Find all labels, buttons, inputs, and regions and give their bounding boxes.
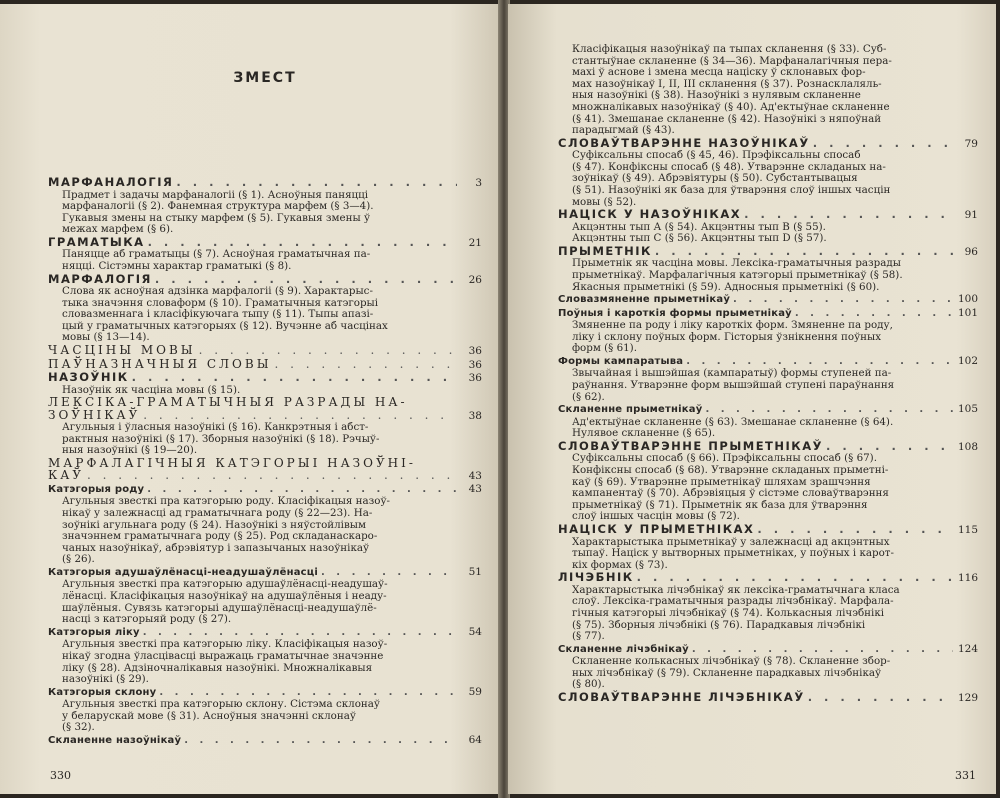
leader-dots — [795, 308, 953, 321]
right-page — [508, 4, 996, 794]
toc-entry — [48, 483, 482, 566]
toc-page-number: 96 — [964, 245, 978, 258]
toc-description-line: назоўнікі (§ 29). — [62, 674, 149, 686]
toc-description-line: (§ 32). — [62, 722, 95, 734]
toc-entry — [558, 245, 978, 293]
toc-description-line: гічныя катэгорыі лічэбнікаў (§ 74). Колькасныя лічэбнікі — [572, 607, 885, 619]
leader-dots — [637, 571, 953, 584]
page-title: ЗМЕСТ — [233, 70, 297, 86]
toc-page-number: 54 — [468, 625, 482, 638]
toc-description-line: Агульныя звесткі пра катэгорыю адушаўлёнасці-неадушаў- — [62, 579, 388, 591]
toc-description-line: Назоўнік як часціна мовы (§ 15). — [62, 384, 241, 396]
toc-description-line: лёнасці. Класіфікацыя назоўнікаў на адушаўлёныя і неаду- — [62, 591, 387, 603]
toc-description-line: слоў іншых часцін мовы (§ 72). — [572, 511, 740, 523]
toc-entry — [48, 371, 482, 396]
toc-description-line: (§ 47). Конфіксны спосаб (§ 48). Утварэнне складаных на- — [572, 161, 886, 173]
toc-description — [558, 656, 978, 691]
toc-heading — [48, 236, 482, 250]
page-number-right: 331 — [955, 769, 976, 782]
toc-description-line: парадыгмай (§ 43). — [572, 125, 675, 137]
toc-heading-title: НАЦІСК У НАЗОЎНІКАХ — [558, 207, 742, 222]
leader-dots — [757, 523, 953, 536]
toc-page-number: 26 — [468, 273, 482, 286]
toc-entry — [558, 643, 978, 691]
leader-dots — [655, 245, 953, 258]
toc-entry — [558, 355, 978, 403]
leader-dots — [733, 294, 953, 307]
toc-entry — [558, 691, 978, 705]
toc-description-line: насці з катэгорыяй роду (§ 27). — [62, 614, 232, 626]
leader-dots — [813, 137, 953, 150]
toc-entry — [48, 686, 482, 734]
toc-description-line: значэннем граматычнага роду (§ 25). Род складанаскаро- — [62, 531, 378, 543]
toc-heading-title: НАЦІСК У ПРЫМЕТНІКАХ — [558, 522, 755, 536]
toc-entry — [48, 469, 482, 483]
toc-description-line: цый у граматычных катэгорыях (§ 12). Вучэнне аб часцінах — [62, 320, 388, 332]
leader-dots — [87, 469, 457, 482]
toc-heading-title: МАРФАЛАГІЧНЫЯ КАТЭГОРЫІ НАЗОЎНІ- — [48, 455, 416, 470]
toc-entry — [558, 571, 978, 642]
toc-description-line: мовы (§ 52). — [572, 196, 637, 208]
toc-description-line: ных лічэбнікаў (§ 79). Скланенне парадкавых лічэбнікаў — [572, 667, 882, 679]
toc-page-number: 21 — [468, 236, 482, 249]
toc-description-line: Агульныя звесткі пра катэгорыю ліку. Класіфікацыя назоў- — [62, 639, 388, 651]
toc-page-number: 43 — [468, 470, 482, 483]
toc-description-line: няцці. Сістэмны характар граматыкі (§ 8). — [62, 260, 292, 272]
toc-description — [558, 453, 978, 523]
toc-description-line: множналікавых назоўнікаў (§ 40). Ад'ектыўнае скланенне — [572, 101, 890, 113]
toc-page-number: 64 — [468, 734, 482, 746]
toc-description — [48, 639, 482, 685]
toc-description-line: (§ 75). Зборныя лічэбнікі (§ 76). Парадкавыя лічэбнікі — [572, 619, 866, 631]
toc-description-line: Характарыстыка прыметнікаў у залежнасці ад акцэнтных — [572, 536, 890, 548]
toc-description — [558, 222, 978, 245]
toc-page-number: 100 — [957, 293, 978, 306]
toc-heading-title: ПАЎНАЗНАЧНЫЯ СЛОВЫ — [48, 356, 272, 371]
toc-description-line: Прадмет і задачы марфаналогіі (§ 1). Асноўныя паняцці — [62, 189, 369, 201]
toc-page-number: 108 — [957, 440, 978, 453]
toc-heading-title: ЛІЧЭБНІК — [558, 570, 634, 585]
toc-description-line: межах марфем (§ 6). — [62, 224, 174, 236]
toc-heading-title: Поўныя і кароткія формы прыметнікаў — [558, 307, 792, 319]
toc-heading — [48, 176, 482, 190]
toc-description-line: форм (§ 61). — [572, 343, 637, 355]
toc-entry — [558, 307, 978, 355]
toc-description-line: кампанентаў (§ 70). Абрэвіяцыя ў сістэме словаўтварэння — [572, 488, 889, 500]
leader-dots — [199, 344, 457, 357]
toc-heading-title: ПРЫМЕТНІК — [558, 243, 652, 258]
leader-dots — [808, 691, 953, 704]
toc-heading — [48, 686, 482, 700]
toc-description-line: Ад'ектыўнае скланенне (§ 63). Змешанае скланенне (§ 64). — [572, 416, 894, 428]
toc-description-line: словазменнага і класіфікуючага тыпу (§ 11). Тыпы апазі- — [62, 309, 374, 321]
toc-page-number: 36 — [468, 358, 482, 371]
toc-heading — [48, 566, 482, 580]
toc-description — [558, 585, 978, 643]
toc-heading — [48, 371, 482, 385]
toc-description — [48, 579, 482, 625]
leader-dots — [686, 356, 953, 369]
toc-description-line: Скланенне колькасных лічэбнікаў (§ 78). Скланенне збор- — [572, 656, 891, 668]
toc-description — [558, 368, 978, 403]
toc-heading — [558, 208, 978, 222]
toc-description — [48, 249, 482, 272]
toc-description-line: нікаў згодна ўласцівасці выражаць граматычнае значэнне — [62, 650, 384, 662]
toc-page-number: 105 — [957, 403, 978, 416]
toc-list-right — [558, 137, 978, 705]
toc-page-number: 102 — [957, 354, 978, 367]
toc-description-line: Агульныя і ўласныя назоўнікі (§ 16). Канкрэтныя і абст- — [62, 422, 369, 434]
toc-entry — [558, 440, 978, 523]
toc-description — [48, 286, 482, 344]
toc-description-line: (§ 62). — [572, 391, 605, 403]
toc-heading — [48, 483, 482, 497]
toc-heading-title: Скланенне прыметнікаў — [558, 404, 703, 416]
toc-entry — [48, 396, 482, 409]
leader-dots — [184, 735, 457, 748]
toc-entry — [48, 273, 482, 344]
toc-description-line: ліку (§ 28). Адзіночналікавыя назоўнікі. Множналікавыя — [62, 662, 373, 674]
left-page — [0, 4, 500, 794]
toc-description-line: махі ў аснове і змена месца націску ў склонавых фор- — [572, 67, 866, 79]
toc-description-line: Звычайная і вышэйшая (кампаратыў) формы ступеней па- — [572, 368, 892, 380]
toc-description-line: Нулявое скланенне (§ 65). — [572, 428, 716, 440]
toc-entry — [558, 403, 978, 440]
toc-heading — [558, 245, 978, 259]
toc-heading-title: Формы кампаратыва — [558, 355, 684, 367]
toc-page-number: 101 — [957, 306, 978, 319]
toc-page-number: 59 — [468, 685, 482, 698]
continued-entry-text — [558, 44, 978, 137]
toc-heading — [558, 137, 978, 151]
toc-description-line: Характарыстыка лічэбнікаў як лексіка-граматычнага класа — [572, 584, 900, 596]
leader-dots — [155, 273, 457, 286]
toc-description-line: ныя назоўнікі (§ 38). Назоўнікі з нулявым скланенне — [572, 90, 861, 102]
toc-page-number: 79 — [964, 137, 978, 150]
toc-description — [48, 699, 482, 734]
toc-page-number: 129 — [957, 692, 978, 705]
toc-description-line: Змяненне па роду і ліку кароткіх форм. Змяненне па роду, — [572, 320, 893, 332]
toc-heading-title: Словазмяненне прыметнікаў — [558, 294, 731, 306]
toc-heading-title: СЛОВАЎТВАРЭННЕ ЛІЧЭБНІКАЎ — [558, 690, 805, 705]
toc-entry — [48, 626, 482, 686]
toc-description — [558, 150, 978, 208]
toc-description-line: прыметнікаў. Марфалагічныя катэгорыі прыметнікаў (§ 58). — [572, 270, 903, 281]
toc-description-line: Класіфікацыя назоўнікаў па тыпах скланення (§ 33). Суб- — [572, 44, 887, 55]
toc-description-line: стантыўнае скланенне (§ 34—36). Марфаналагічныя пера- — [572, 55, 892, 67]
toc-heading — [48, 396, 482, 409]
toc-entry — [48, 734, 482, 748]
toc-page-number: 3 — [475, 177, 482, 189]
toc-entry — [558, 523, 978, 571]
toc-description-line: мах назоўнікаў I, II, III скланення (§ 37). Рознасклаляль- — [572, 78, 882, 90]
toc-list-left — [48, 176, 482, 748]
toc-description-line: Гукавыя змены на стыку марфем (§ 5). Гукавыя змены ў — [62, 212, 371, 224]
toc-page-number: 115 — [957, 524, 978, 536]
toc-description-line: Акцэнтны тып С (§ 56). Акцэнтны тып D (§ 57). — [572, 233, 827, 245]
toc-heading — [48, 344, 482, 358]
toc-description-line: (§ 26). — [62, 554, 95, 566]
toc-heading — [48, 273, 482, 287]
toc-heading — [558, 571, 978, 585]
toc-description-line: Агульныя звесткі пра катэгорыю роду. Класіфікацыя назоў- — [62, 496, 391, 508]
toc-entry — [48, 457, 482, 470]
toc-description-line: у беларускай мове (§ 31). Асноўныя значэнні склонаў — [62, 710, 356, 722]
toc-heading-title: Скланенне назоўнікаў — [48, 735, 182, 746]
toc-heading — [558, 307, 978, 321]
toc-entry — [48, 236, 482, 273]
toc-description-line: шаўлёныя. Сувязь катэгорыі адушаўлёнасці-неадушаўлё- — [62, 602, 377, 614]
toc-heading-title: СЛОВАЎТВАРЭННЕ НАЗОЎНІКАЎ — [558, 135, 810, 150]
toc-heading — [48, 469, 482, 483]
toc-description-line: ліку і склону поўных форм. Гісторыя ўзнікнення поўных — [572, 331, 882, 343]
toc-page-number: 36 — [468, 372, 482, 385]
toc-heading-title: Скланенне лічэбнікаў — [558, 643, 689, 655]
toc-heading-title: Катэгорыя склону — [48, 686, 157, 698]
toc-description-line: ныя назоўнікі (§ 19—20). — [62, 445, 198, 457]
toc-description-line: зоўнікаў (§ 49). Абрэвіятуры (§ 50). Субстантывацыя — [572, 173, 858, 185]
toc-entry — [48, 176, 482, 236]
toc-heading — [48, 409, 482, 423]
toc-page-number: 91 — [964, 209, 978, 222]
toc-heading — [558, 403, 978, 417]
toc-description-line: мовы (§ 13—14). — [62, 332, 150, 344]
toc-description-line: Слова як асноўная адзінка марфалогіі (§ 9). Характарыс- — [62, 286, 373, 298]
toc-description-line: марфаналогіі (§ 2). Фанемная структура марфем (§ 3—4). — [62, 201, 374, 213]
leader-dots — [321, 567, 457, 580]
toc-page-number: 124 — [957, 642, 978, 655]
toc-entry — [48, 409, 482, 457]
toc-heading-title: Катэгорыя адушаўлёнасці-неадушаўлёнасці — [48, 566, 319, 578]
toc-entry — [558, 208, 978, 245]
toc-heading — [558, 691, 978, 705]
leader-dots — [159, 687, 457, 700]
toc-description-line: тыка значэння словаформ (§ 10). Граматычныя катэгорыі — [62, 297, 379, 309]
toc-heading-title: НАЗОЎНІК — [48, 370, 129, 385]
toc-description-line: раўнання. Утварэнне форм вышэйшай ступені параўнання — [572, 380, 895, 392]
toc-heading-title: ЧАСЦІНЫ МОВЫ — [48, 343, 196, 358]
toc-description-line: кіх формах (§ 73). — [572, 559, 668, 571]
toc-description-line: (§ 77). — [572, 631, 605, 643]
toc-page-number: 36 — [468, 345, 482, 358]
toc-description-line: прыметнікаў (§ 71). Прыметнік як база для ўтварэння — [572, 499, 868, 511]
toc-heading-title: Катэгорыя ліку — [48, 626, 140, 638]
leader-dots — [143, 409, 457, 422]
leader-dots — [176, 176, 457, 189]
toc-heading — [558, 293, 978, 307]
toc-entry — [48, 566, 482, 626]
toc-description-line: зоўнікі агульнага роду (§ 24). Назоўнікі з няўстойлівым — [62, 519, 366, 531]
toc-description-line: Акцэнтны тып А (§ 54). Акцэнтны тып В (§ 55). — [572, 221, 826, 233]
leader-dots — [132, 371, 457, 384]
toc-description — [558, 320, 978, 355]
toc-heading-title: МАРФАЛОГІЯ — [48, 271, 152, 286]
toc-description — [48, 422, 482, 457]
toc-description-line: Паняцце аб граматыцы (§ 7). Асноўная граматычная па- — [62, 249, 371, 261]
toc-heading-title: ЛЕКСІКА-ГРАМАТЫЧНЫЯ РАЗРАДЫ НА- — [48, 395, 408, 410]
toc-heading — [558, 355, 978, 369]
toc-heading — [48, 457, 482, 470]
toc-description-line: Якасныя прыметнікі (§ 59). Адносныя прыметнікі (§ 60). — [572, 281, 880, 293]
toc-heading-title: ЗОЎНІКАЎ — [48, 407, 141, 422]
toc-heading — [48, 358, 482, 372]
toc-description-line: тыпаў. Націск у вытворных прыметніках, у поўных і карот- — [572, 548, 894, 560]
toc-page-number: 38 — [468, 409, 482, 422]
toc-entry — [558, 293, 978, 307]
toc-heading-title: КАЎ — [48, 468, 85, 483]
leader-dots — [148, 236, 457, 249]
toc-heading — [558, 440, 978, 454]
toc-entry — [48, 344, 482, 358]
toc-heading — [48, 626, 482, 640]
toc-heading — [558, 523, 978, 537]
toc-entry — [48, 358, 482, 372]
leader-dots — [143, 627, 457, 640]
toc-heading-title: МАРФАНАЛОГІЯ — [48, 175, 174, 189]
toc-description-line: Прыметнік як часціна мовы. Лексіка-граматычныя разрады — [572, 258, 901, 270]
toc-description-line: (§ 51). Назоўнікі як база для ўтварэння слоў іншых часцін — [572, 185, 891, 197]
toc-page-number: 43 — [468, 482, 482, 495]
toc-description — [558, 537, 978, 572]
toc-description-line: (§ 80). — [572, 679, 605, 691]
leader-dots — [147, 484, 457, 497]
toc-heading-title: СЛОВАЎТВАРЭННЕ ПРЫМЕТНІКАЎ — [558, 438, 823, 453]
toc-description — [558, 258, 978, 293]
toc-description-line: Конфіксны спосаб (§ 68). Утварэнне складаных прыметні- — [572, 465, 889, 477]
toc-description — [558, 417, 978, 440]
toc-description-line: (§ 41). Змешанае скланенне (§ 42). Назоўнікі з няпоўнай — [572, 113, 882, 125]
toc-description — [48, 190, 482, 236]
toc-description-line: слоў. Лексіка-граматычныя разрады лічэбнікаў. Марфала- — [572, 596, 894, 608]
toc-heading-title: Катэгорыя роду — [48, 483, 145, 495]
toc-description-line: чаных назоўнікаў, абрэвіятур і запазычаных назоўнікаў — [62, 542, 370, 554]
toc-entry — [558, 137, 978, 208]
toc-description-line: рактныя назоўнікі (§ 17). Зборныя назоўнікі (§ 18). Рэчыў- — [62, 433, 380, 445]
toc-description-line: Суфіксальны спосаб (§ 66). Прэфіксальны спосаб (§ 67). — [572, 453, 877, 465]
toc-description-line: каў (§ 69). Утварэнне прыметнікаў шляхам зрашчэння — [572, 476, 871, 488]
toc-description-line: Агульныя звесткі пра катэгорыю склону. Сістэма склонаў — [62, 699, 380, 711]
leader-dots — [744, 208, 953, 221]
toc-heading — [48, 734, 482, 748]
toc-description — [48, 496, 482, 566]
leader-dots — [826, 440, 953, 453]
toc-description-line: нікаў у залежнасці ад граматычнага роду (§ 22—23). На- — [62, 508, 373, 519]
page-number-left: 330 — [50, 769, 71, 782]
toc-page-number: 51 — [468, 565, 482, 578]
leader-dots — [692, 644, 953, 657]
toc-page-number: 116 — [957, 572, 978, 585]
leader-dots — [705, 404, 953, 417]
toc-heading-title: ГРАМАТЫКА — [48, 234, 145, 249]
leader-dots — [275, 358, 457, 371]
toc-description-line: Суфіксальны спосаб (§ 45, 46). Прэфіксальны спосаб — [572, 150, 861, 162]
toc-heading — [558, 643, 978, 657]
